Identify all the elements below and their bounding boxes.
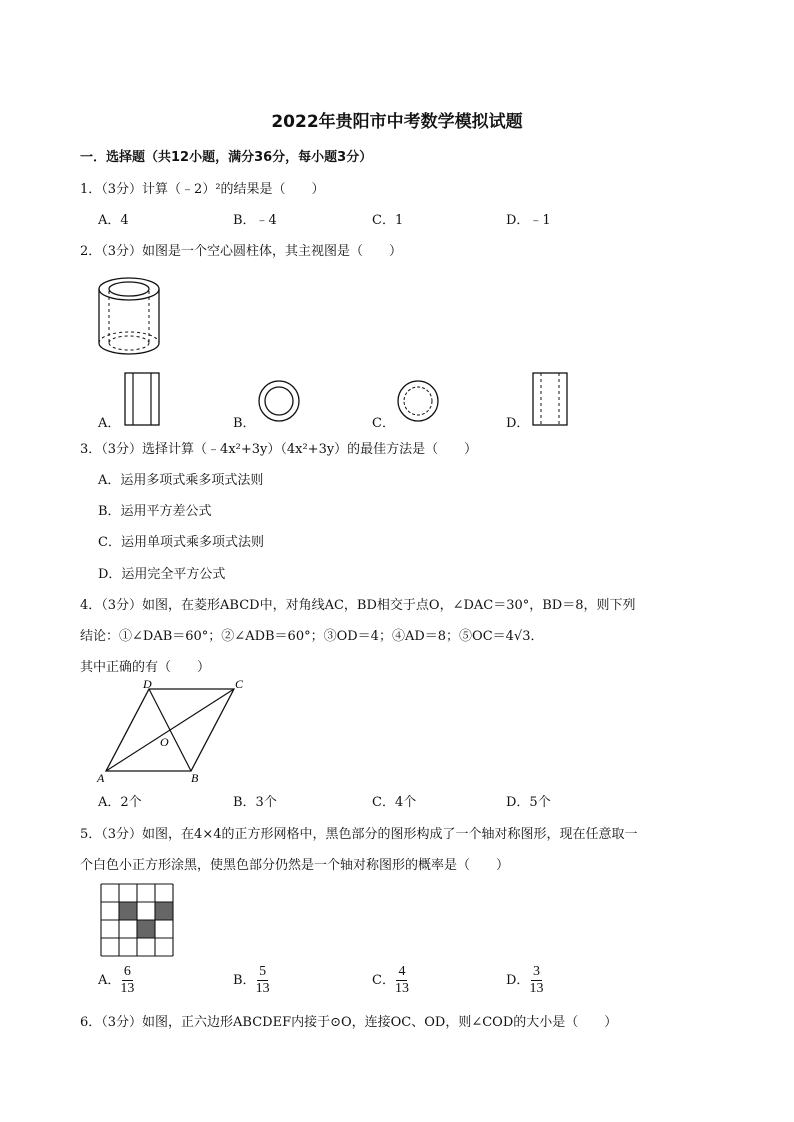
q5-option-a-label: A． — [98, 973, 121, 988]
q5-option-c-label: C． — [372, 973, 395, 988]
q5-option-a-fraction — [120, 964, 134, 997]
question-5-stem-line2: 个白色小正方形涂黑，使黑色部分仍然是一个轴对称图形的概率是（ ） — [80, 858, 510, 873]
q2-option-a[interactable]: A． — [98, 416, 121, 431]
question-3-stem: 3．（3分）选择计算（﹣4x²+3y）（4x²+3y）的最佳方法是（ ） — [80, 442, 478, 457]
question-4-stem-line2: 结论：①∠DAB＝60°；②∠ADB＝60°；③OD＝4；④AD＝8；⑤OC＝4√3． — [80, 629, 544, 644]
q3-option-c[interactable]: C．运用单项式乘多项式法则 — [98, 535, 264, 550]
q5-option-b[interactable] — [233, 964, 270, 997]
q5-option-c-den: 13 — [394, 981, 409, 996]
q5-option-b-fraction — [256, 964, 270, 997]
q5-option-a[interactable] — [98, 964, 134, 997]
question-5-stem-line1: 5．（3分）如图，在4×4的正方形网格中，黑色部分的图形构成了一个轴对称图形，现在任意取一 — [80, 827, 638, 842]
rhombus-label-c: C — [235, 677, 244, 691]
q5-option-a-num: 6 — [123, 964, 131, 979]
rhombus-label-o: O — [160, 735, 169, 749]
q5-option-b-num: 5 — [259, 964, 267, 979]
question-1-stem: 1．（3分）计算（﹣2）²的结果是（ ） — [80, 182, 325, 197]
question-2-stem: 2．（3分）如图是一个空心圆柱体，其主视图是（ ） — [80, 244, 403, 259]
q5-option-d[interactable] — [506, 964, 543, 997]
rhombus-label-b: B — [191, 771, 199, 785]
q5-option-a-den: 13 — [120, 981, 135, 996]
q5-option-c-num: 4 — [398, 964, 406, 979]
grid-figure — [100, 884, 176, 960]
q2-option-a-figure — [124, 372, 162, 428]
page-title: 2022年贵阳市中考数学模拟试题 — [271, 112, 523, 132]
q5-option-d-num: 3 — [532, 964, 540, 979]
q5-option-d-den: 13 — [529, 981, 544, 996]
question-6-stem: 6．（3分）如图，正六边形ABCDEF内接于⊙O，连接OC、OD，则∠COD的大小是（ ） — [80, 1015, 618, 1030]
q5-option-d-label: D． — [506, 973, 530, 988]
q2-option-d-figure — [532, 372, 570, 428]
q5-option-b-label: B． — [233, 973, 256, 988]
hollow-cylinder-figure — [96, 276, 166, 358]
q2-option-c[interactable]: C． — [372, 416, 395, 431]
q3-option-d[interactable]: D．运用完全平方公式 — [98, 567, 226, 582]
question-4-stem-line1: 4．（3分）如图，在菱形ABCD中，对角线AC，BD相交于点O，∠DAC＝30°，BD＝8，则下列 — [80, 598, 636, 613]
q2-option-c-figure — [397, 380, 441, 424]
rhombus-label-d: D — [143, 677, 152, 691]
rhombus-label-a: A — [97, 771, 105, 785]
q1-option-a[interactable]: A．4 — [98, 213, 129, 228]
q4-option-c[interactable]: C．4个 — [372, 795, 417, 810]
q1-option-b[interactable]: B．﹣4 — [233, 213, 277, 228]
q2-option-d[interactable]: D． — [506, 416, 530, 431]
q4-option-a[interactable]: A．2个 — [98, 795, 142, 810]
q5-option-c-fraction — [395, 964, 409, 997]
q1-option-c[interactable]: C．1 — [372, 213, 404, 228]
q3-option-b[interactable]: B．运用平方差公式 — [98, 504, 212, 519]
q3-option-a[interactable]: A．运用多项式乘多项式法则 — [98, 473, 264, 488]
question-4-stem-line3: 其中正确的有（ ） — [80, 660, 211, 675]
q2-option-b-figure — [258, 380, 302, 424]
section-heading: 一．选择题（共12小题，满分36分，每小题3分） — [80, 150, 373, 165]
q4-option-d[interactable]: D．5个 — [506, 795, 551, 810]
q5-option-b-den: 13 — [255, 981, 270, 996]
q4-option-b[interactable]: B．3个 — [233, 795, 277, 810]
rhombus-figure — [94, 678, 254, 788]
q5-option-c[interactable] — [372, 964, 409, 997]
q5-option-d-fraction — [529, 964, 543, 997]
q2-option-b[interactable]: B． — [233, 416, 256, 431]
q1-option-d[interactable]: D．﹣1 — [506, 213, 551, 228]
